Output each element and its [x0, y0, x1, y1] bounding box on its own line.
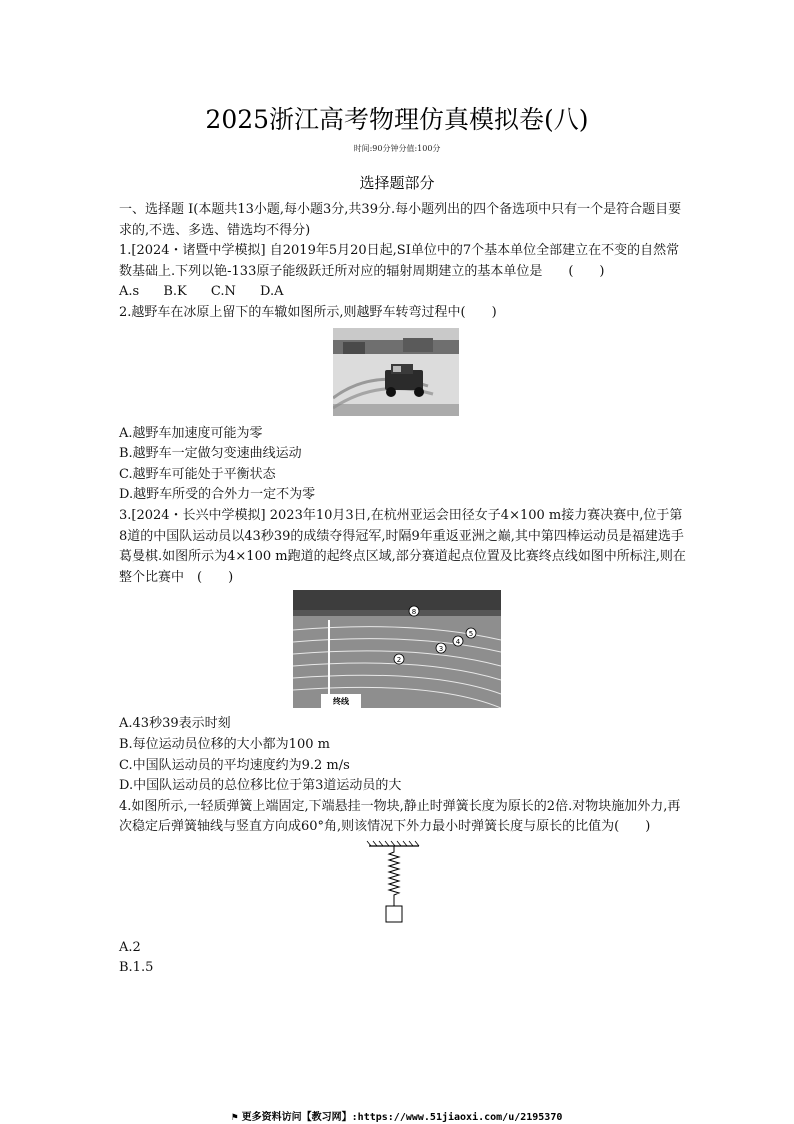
- q3-option-b: B.每位运动员位移的大小都为100 m: [119, 736, 330, 752]
- footer-text: 更多资料访问【教习网】:https://www.51jiaoxi.com/u/2195370: [241, 1112, 563, 1123]
- q1-option-b: B.K: [163, 284, 187, 300]
- section-intro: 一、选择题 Ⅰ(本题共13小题,每小题3分,共39分.每小题列出的四个备选项中只有一个是符合题目要求的,不选、多选、错选均不得分): [119, 202, 682, 238]
- question-4-stem: 4.如图所示,一轻质弹簧上端固定,下端悬挂一物块,静止时弹簧长度为原长的2倍.对物块施加外力,再次稳定后弹簧轴线与竖直方向成60°角,则该情况下外力最小时弹簧长度与原长的比值为( ): [119, 798, 681, 835]
- lane-label-3: 3: [438, 645, 444, 654]
- q2-option-a: A.越野车加速度可能为零: [119, 425, 263, 441]
- question-2-stem: 2.越野车在冰原上留下的车辙如图所示,则越野车转弯过程中( ): [119, 304, 497, 320]
- q4-option-a: A.2: [119, 939, 141, 955]
- q3-option-c: C.中国队运动员的平均速度约为9.2 m/s: [119, 757, 350, 773]
- q4-option-b: B.1.5: [119, 960, 154, 976]
- offroad-car-photo: [333, 328, 459, 416]
- question-body: [119, 200, 689, 979]
- spring-block-diagram: [359, 840, 429, 930]
- q2-option-d: D.越野车所受的合外力一定不为零: [119, 487, 316, 503]
- question-3-stem: 3.[2024・长兴中学模拟] 2023年10月3日,在杭州亚运会田径女子4×100 m接力赛决赛中,位于第8道的中国队运动员以43秒39的成绩夺得冠军,时隔9年重返亚洲之巅,其中第四棒运动员是福建选手葛曼棋.如图所示为4×100 m跑道的起终点区域,部分赛道起点位置及比赛终点线如图中所标注,则在整个比赛中 ( ): [119, 507, 686, 585]
- exam-time-score: 时间:90分钟分值:100分: [353, 144, 441, 153]
- question-1-stem: 1.[2024・诸暨中学模拟] 自2019年5月20日起,SI单位中的7个基本单位全部建立在不变的自然常数基础上.下列以铯-133原子能级跃迁所对应的辐射周期建立的基本单位是 ( ): [119, 243, 680, 279]
- relay-track-illustration: [293, 590, 501, 708]
- lane-label-8: 8: [411, 608, 417, 617]
- footer-link[interactable]: [0, 1108, 794, 1123]
- q3-option-d: D.中国队运动员的总位移比位于第3道运动员的大: [119, 778, 402, 794]
- q3-option-a: A.43秒39表示时刻: [119, 716, 231, 732]
- q2-option-c: C.越野车可能处于平衡状态: [119, 466, 276, 482]
- finish-line-label: 终线: [333, 697, 349, 707]
- flag-icon: ⚑: [231, 1112, 238, 1123]
- section-heading: 选择题部分: [359, 174, 435, 192]
- question-1-options: [119, 282, 689, 303]
- page-title: 2025浙江高考物理仿真模拟卷(八): [205, 105, 589, 134]
- q1-option-a: A.s: [119, 284, 140, 300]
- q1-option-d: D.A: [260, 284, 284, 300]
- lane-label-4: 4: [455, 638, 461, 647]
- q1-option-c: C.N: [210, 284, 236, 300]
- spring-block-figure: [359, 840, 429, 930]
- relay-track-photo: [293, 590, 501, 708]
- offroad-car-illustration: [333, 328, 459, 416]
- lane-label-5: 5: [468, 630, 474, 639]
- lane-label-2: 2: [396, 656, 402, 665]
- q2-option-b: B.越野车一定做匀变速曲线运动: [119, 446, 302, 462]
